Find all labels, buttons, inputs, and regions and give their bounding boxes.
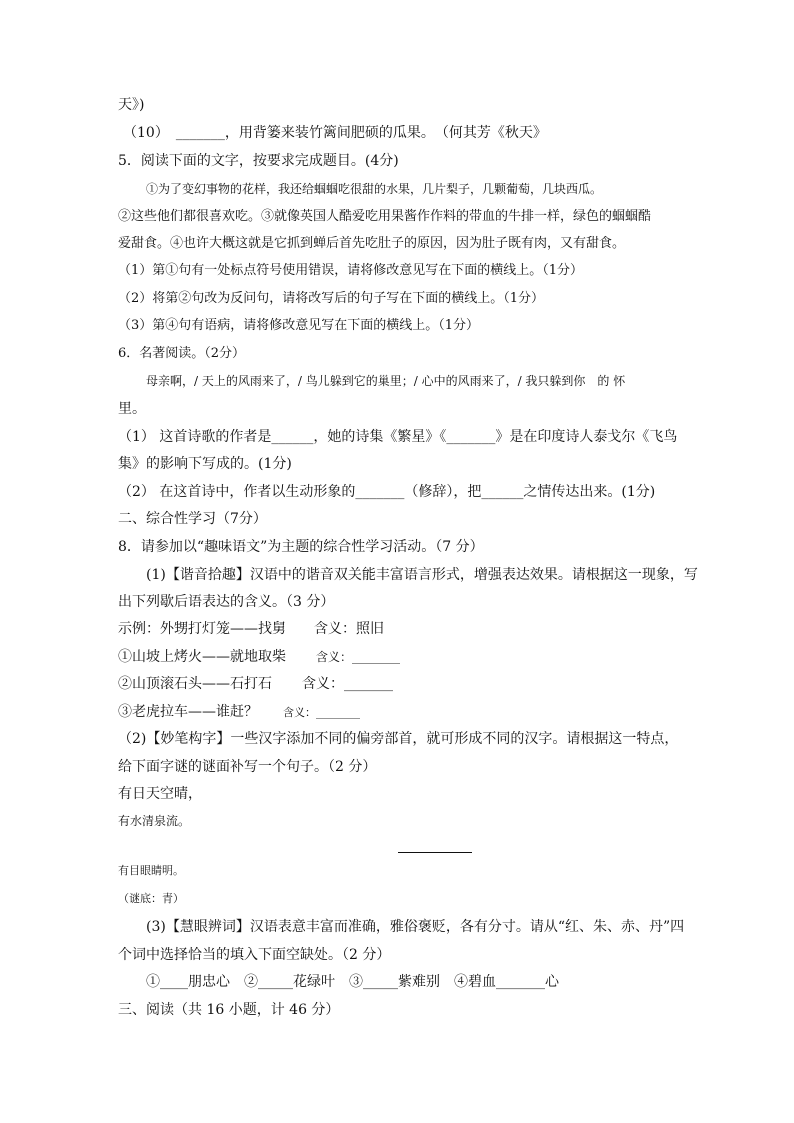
q6-sub-1b: 集》的影响下写成的。(1分)	[118, 456, 292, 472]
q8-part1-line-1: (1)【谐音拾趣】汉语中的谐音双关能丰富语言形式，增强表达效果。请根据这一现象，写	[146, 567, 698, 583]
q5-heading: 5．阅读下面的文字，按要求完成题目。(4分)	[118, 153, 399, 169]
q8-riddle-answer-blank	[398, 852, 472, 853]
q8-item-1-meaning: 含义：________	[316, 650, 401, 664]
q8-item-3-meaning: 含义：________	[283, 706, 360, 719]
q8-part3-line-1: (3)【慧眼辨词】汉语表意丰富而准确，雅俗褒贬，各有分寸。请从“红、朱、赤、丹”四	[146, 919, 685, 935]
q8-item-3: ③老虎拉车——谁赶？	[118, 704, 258, 720]
q8-riddle-line-4: 有目眼睛明。	[118, 864, 184, 877]
q8-riddle-answer: （谜底：青）	[118, 892, 184, 905]
q8-part1-line-2: 出下列歇后语表达的含义。（3 分）	[118, 594, 335, 610]
q5-passage-line-2: ②这些他们都很喜欢吃。③就像英国人酷爱吃用果酱作作料的带血的牛排一样，绿色的蝈蝈酷	[118, 209, 652, 224]
q4-item-10: （10） _______，用背篓来装竹篱间肥硕的瓜果。 （何其芳《秋天》	[123, 125, 547, 141]
q6-poem-line-1: 母亲啊，/ 天上的风雨来了，/ 鸟儿躲到它的巢里；/ 心中的风雨来了，/ 我只躲到你 的 怀	[146, 374, 626, 388]
q8-part3-line-2: 个词中选择恰当的填入下面空缺处。（2 分）	[118, 947, 391, 963]
q5-sub-3: （3）第④句有语病，请将修改意见写在下面的横线上。（1分）	[118, 318, 480, 333]
q5-sub-2: （2）将第②句改为反问句，请将改写后的句子写在下面的横线上。（1分）	[118, 291, 545, 306]
q8-item-1: ①山坡上烤火——就地取柴	[118, 649, 286, 665]
q5-passage-line-3: 爱甜食。④也许大概这就是它抓到蝉后首先吃肚子的原因，因为肚子既有肉，又有甜食。	[118, 236, 626, 251]
q5-sub-1: （1）第①句有一处标点符号使用错误，请将修改意见写在下面的横线上。（1分）	[118, 263, 584, 278]
section-3-heading: 三、阅读（共 16 小题，计 46 分）	[118, 1002, 340, 1018]
q5-passage-line-1: ①为了变幻事物的花样，我还给蝈蝈吃很甜的水果，几片梨子，几颗葡萄，几块西瓜。	[146, 182, 603, 196]
q8-riddle-line-1: 有日天空晴，	[118, 786, 202, 802]
q8-part2-line-1: （2)【妙笔构字】一些汉字添加不同的偏旁部首，就可形成不同的汉字。请根据这一特点，	[118, 731, 679, 747]
q8-item-2-meaning: 含义：_______	[302, 676, 393, 692]
q8-heading: 8．请参加以“趣味语文”为主题的综合性学习活动。（7 分）	[118, 539, 484, 555]
q8-part3-blanks: ①____朋忠心 ②_____花绿叶 ③_____紫难别 ④碧血_______心	[146, 974, 559, 990]
q4-line-tian: 天》)	[118, 97, 145, 113]
q8-riddle-line-2: 有水清泉流。	[118, 814, 191, 828]
q8-example: 示例：外甥打灯笼——找舅 含义：照旧	[118, 621, 384, 637]
q6-sub-2: （2） 在这首诗中，作者以生动形象的_______（修辞），把______之情传达出来。(1分)	[118, 484, 656, 500]
q6-sub-1a: （1） 这首诗歌的作者是______，她的诗集《繁星》《_______》是在印度诗人泰戈尔《飞鸟	[118, 429, 678, 445]
q8-item-2: ②山顶滚石头——石打石	[118, 676, 272, 692]
q6-poem-line-2: 里。	[118, 401, 146, 417]
q6-heading: 6．名著阅读。（2分）	[118, 346, 246, 361]
section-2-heading: 二、综合性学习（7分）	[118, 511, 267, 527]
q8-part2-line-2: 给下面字谜的谜面补写一个句子。（2 分）	[118, 759, 377, 775]
